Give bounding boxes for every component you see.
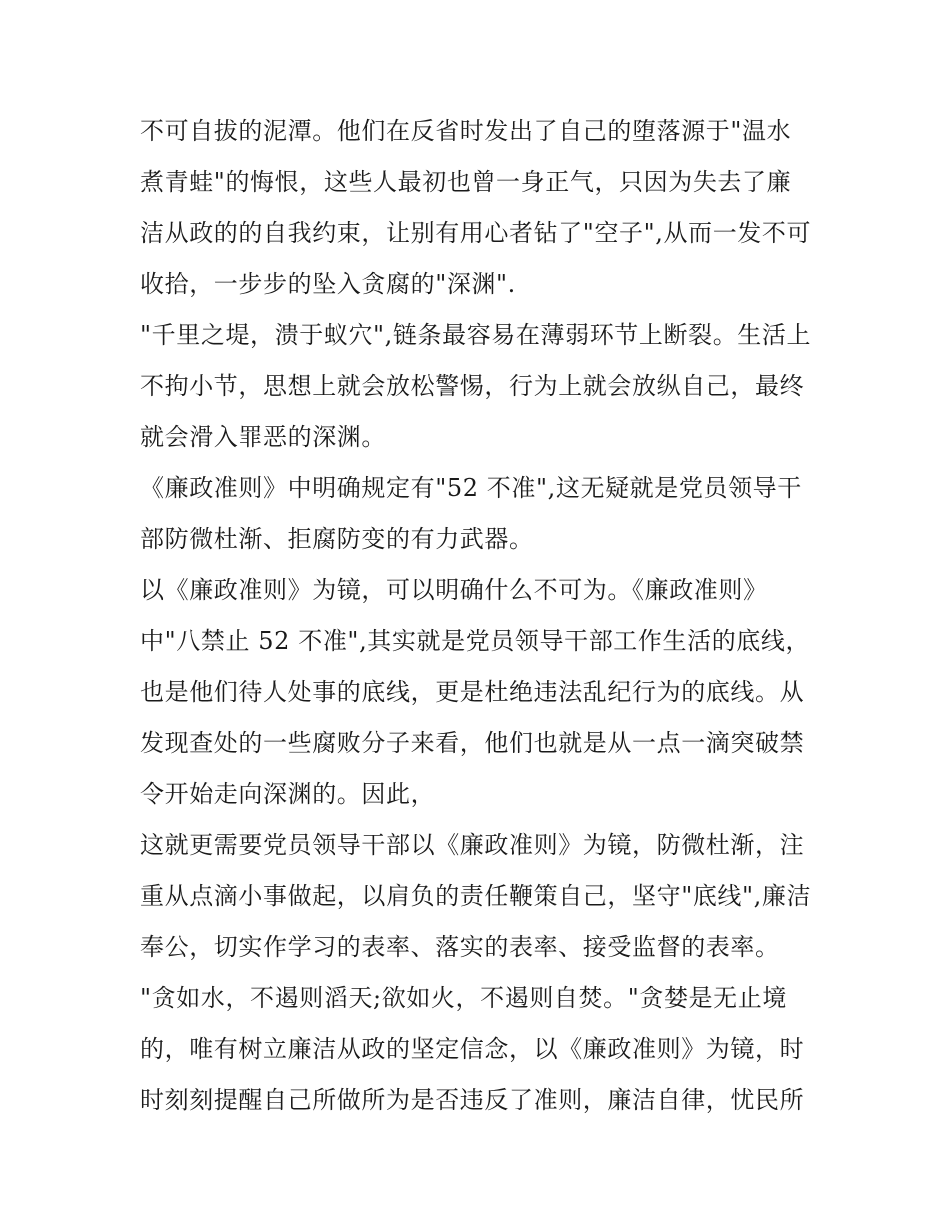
text-line: 时刻刻提醒自己所做所为是否违反了准则，廉洁自律，忧民所 bbox=[140, 1086, 805, 1114]
text-line: 令开始走向深渊的。因此， bbox=[140, 780, 436, 808]
text-line: 重从点滴小事做起，以肩负的责任鞭策自己，坚守"底线",廉洁 bbox=[140, 882, 812, 910]
text-line: 的，唯有树立廉洁从政的坚定信念，以《廉政准则》为镜，时 bbox=[140, 1035, 805, 1063]
text-line: 发现查处的一些腐败分子来看，他们也就是从一点一滴突破禁 bbox=[140, 729, 805, 757]
text-line: 不可自拔的泥潭。他们在反省时发出了自己的堕落源于"温水 bbox=[140, 117, 792, 145]
text-line: 也是他们待人处事的底线，更是杜绝违法乱纪行为的底线。从 bbox=[140, 678, 805, 706]
body-text bbox=[140, 106, 820, 1126]
text-line: 部防微杜渐、拒腐防变的有力武器。 bbox=[140, 525, 534, 553]
text-line: 中"八禁止 52 不准",其实就是党员领导干部工作生活的底线， bbox=[140, 627, 811, 655]
text-line: 洁从政的的自我约束，让别有用心者钻了"空子",从而一发不可 bbox=[140, 219, 812, 247]
text-line: 煮青蛙"的悔恨，这些人最初也曾一身正气，只因为失去了廉 bbox=[140, 168, 792, 196]
text-line: 《廉政准则》中明确规定有"52 不准",这无疑就是党员领导干 bbox=[140, 474, 802, 502]
text-line: "贪如水，不遏则滔天;欲如火，不遏则自焚。"贪婪是无止境 bbox=[140, 984, 787, 1012]
text-line: 不拘小节，思想上就会放松警惕，行为上就会放纵自己，最终 bbox=[140, 372, 805, 400]
text-line: 收拾，一步步的坠入贪腐的"深渊". bbox=[140, 270, 516, 298]
text-line: "千里之堤，溃于蚁穴",链条最容易在薄弱环节上断裂。生活上 bbox=[140, 321, 812, 349]
text-line: 以《廉政准则》为镜，可以明确什么不可为。《廉政准则》 bbox=[140, 576, 768, 604]
text-line: 这就更需要党员领导干部以《廉政准则》为镜，防微杜渐，注 bbox=[140, 831, 805, 859]
text-line: 就会滑入罪恶的深渊。 bbox=[140, 423, 386, 451]
text-line: 奉公，切实作学习的表率、落实的表率、接受监督的表率。 bbox=[140, 933, 780, 961]
